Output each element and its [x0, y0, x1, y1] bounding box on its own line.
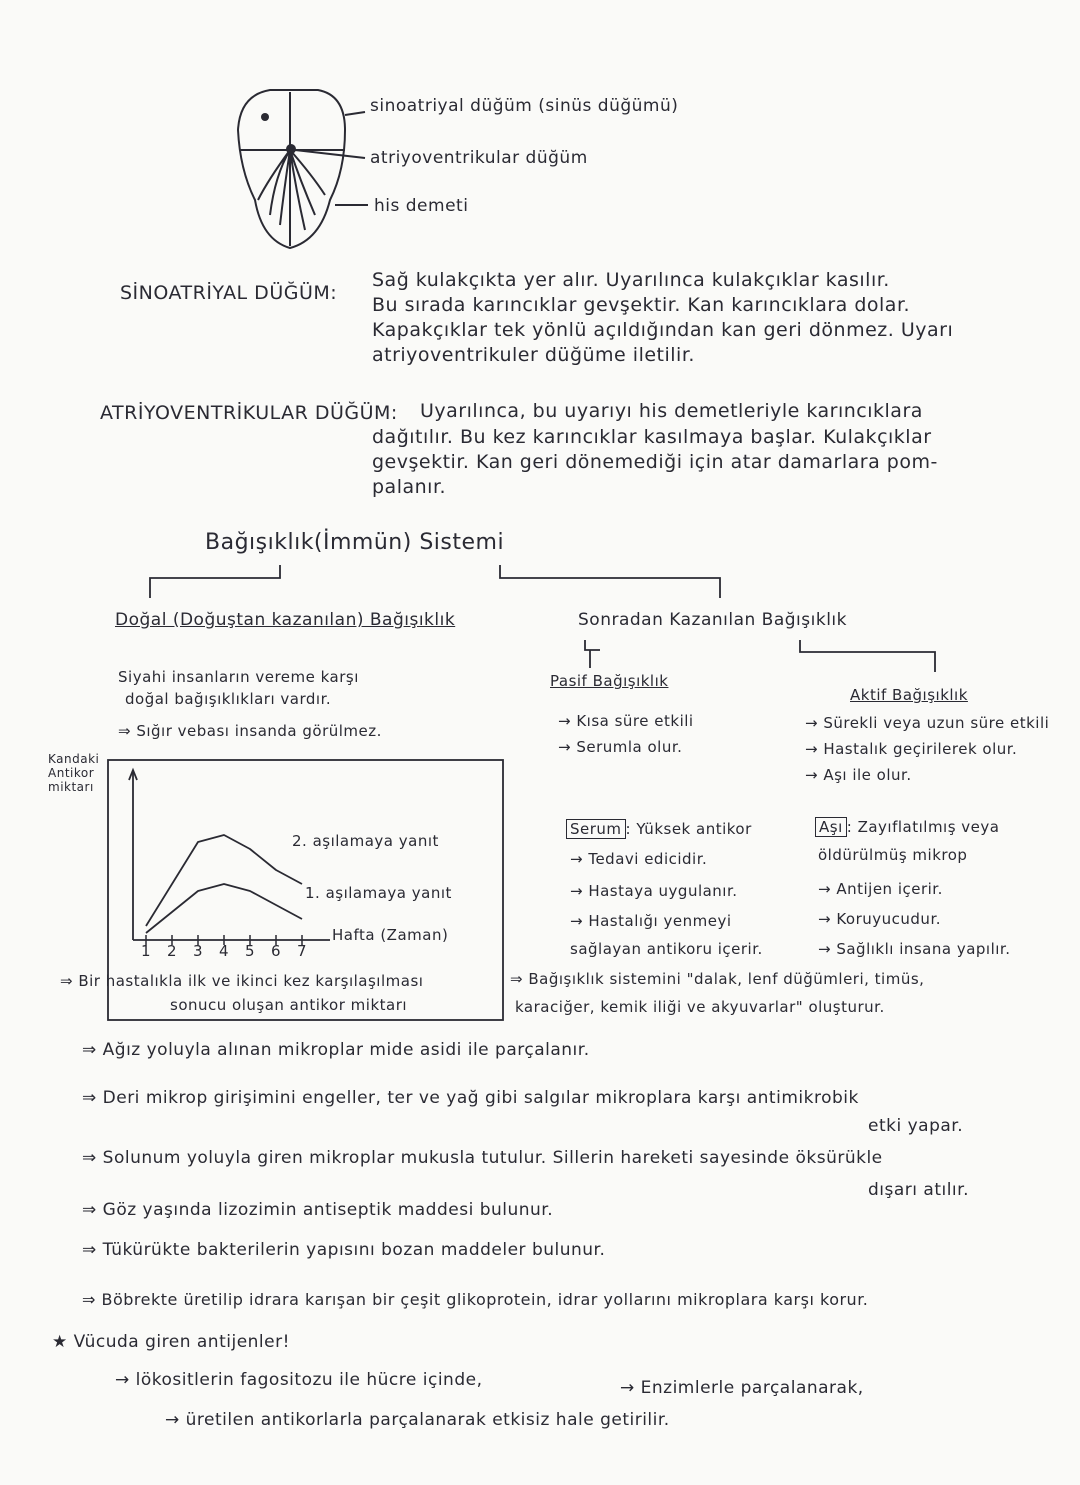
- passive-item: → Kısa süre etkili: [558, 712, 694, 730]
- active-item: → Sürekli veya uzun süre etkili: [805, 714, 1050, 732]
- ylabel-line: miktarı: [48, 780, 94, 794]
- graph-xlabel: Hafta (Zaman): [332, 926, 449, 944]
- x-tick-label: 2: [167, 942, 178, 960]
- passive-item: → Serumla olur.: [558, 738, 683, 756]
- fact-respiratory: ⇒ Solunum yoluyla giren mikroplar mukusla tutulur. Sillerin hareketi sayesinde öksürükle: [82, 1148, 883, 1168]
- x-tick-label: 6: [271, 942, 282, 960]
- curve1-label: 1. aşılamaya yanıt: [305, 884, 452, 902]
- x-tick-label: 7: [297, 942, 308, 960]
- asi-label: Aşı: [815, 817, 847, 837]
- asi-definition: : Zayıflatılmış veya: [846, 818, 1000, 836]
- curve2-label: 2. aşılamaya yanıt: [292, 832, 439, 850]
- fact-mouth: ⇒ Ağız yoluyla alınan mikroplar mide asidi ile parçalanır.: [82, 1040, 590, 1060]
- sa-section-body: [372, 268, 953, 368]
- fact-saliva: ⇒ Tükürükte bakterilerin yapısını bozan maddeler bulunur.: [82, 1240, 606, 1260]
- active-item: → Aşı ile olur.: [805, 766, 912, 784]
- sa-section-title: SİNOATRİYAL DÜĞÜM:: [120, 282, 338, 304]
- serum-definition: : Yüksek antikor: [625, 820, 752, 838]
- sa-line: Sağ kulakçıkta yer alır. Uyarılınca kulakçıklar kasılır.: [372, 269, 890, 291]
- x-tick-label: 1: [141, 942, 152, 960]
- antigen-item: → lökositlerin fagositozu ile hücre içinde,: [115, 1370, 483, 1390]
- fact-skin: ⇒ Deri mikrop girişimini engeller, ter ve yağ gibi salgılar mikroplara karşı antimikrobik: [82, 1088, 859, 1108]
- av-section-body: [372, 425, 938, 500]
- sa-line: Kapakçıklar tek yönlü açıldığından kan geri dönmez. Uyarı: [372, 319, 954, 341]
- natural-immunity-title: Doğal (Doğuştan kazanılan) Bağışıklık: [115, 610, 456, 630]
- fact-tear: ⇒ Göz yaşında lizozimin antiseptik maddesi bulunur.: [82, 1200, 554, 1220]
- his-bundle-label: his demeti: [374, 196, 469, 216]
- acquired-immunity-title: Sonradan Kazanılan Bağışıklık: [578, 610, 847, 630]
- natural-note: doğal bağışıklıkları vardır.: [125, 690, 332, 708]
- av-section-line: Uyarılınca, bu uyarıyı his demetleriyle karıncıklara: [420, 400, 923, 422]
- natural-note: ⇒ Sığır vebası insanda görülmez.: [118, 722, 382, 740]
- antigen-title: ★ Vücuda giren antijenler!: [52, 1332, 290, 1352]
- graph-caption: ⇒ Bir hastalıkla ilk ve ikinci kez karşılaşılması: [60, 972, 424, 990]
- asi-item: → Antijen içerir.: [818, 880, 943, 898]
- asi-item: → Koruyucudur.: [818, 910, 942, 928]
- immune-system-organs: ⇒ Bağışıklık sistemini "dalak, lenf düğümleri, timüs,: [510, 970, 925, 988]
- fact-skin: etki yapar.: [868, 1116, 964, 1136]
- antibody-curve-second: [146, 835, 302, 926]
- serum-heading: [566, 820, 752, 838]
- ylabel-line: Kandaki: [48, 752, 100, 766]
- asi-item: → Sağlıklı insana yapılır.: [818, 940, 1011, 958]
- sa-line: atriyoventrikuler düğüme iletilir.: [372, 344, 695, 366]
- ylabel-line: Antikor: [48, 766, 95, 780]
- av-line: gevşektir. Kan geri dönemediği için atar damarlara pom-: [372, 451, 938, 473]
- active-item: → Hastalık geçirilerek olur.: [805, 740, 1018, 758]
- av-node-label: atriyoventrikular düğüm: [370, 148, 588, 168]
- x-tick-label: 4: [219, 942, 230, 960]
- serum-item: → Hastalığı yenmeyi: [570, 912, 732, 930]
- graph-caption: sonucu oluşan antikor miktarı: [170, 996, 408, 1014]
- fact-respiratory: dışarı atılır.: [868, 1180, 969, 1200]
- sa-line: Bu sırada karıncıklar gevşektir. Kan karıncıklara dolar.: [372, 294, 911, 316]
- natural-note: Siyahi insanların vereme karşı: [118, 668, 359, 686]
- passive-immunity-title: Pasif Bağışıklık: [550, 672, 669, 690]
- av-line: palanır.: [372, 476, 447, 498]
- immune-system-organs: karaciğer, kemik iliği ve akyuvarlar" oluşturur.: [515, 998, 885, 1016]
- x-tick-label: 5: [245, 942, 256, 960]
- serum-label: Serum: [566, 819, 626, 839]
- immune-title: Bağışıklık(İmmün) Sistemi: [205, 530, 505, 555]
- antigen-item: → Enzimlerle parçalanarak,: [620, 1378, 864, 1398]
- x-tick-label: 3: [193, 942, 204, 960]
- serum-item: → Hastaya uygulanır.: [570, 882, 738, 900]
- fact-kidney: ⇒ Böbrekte üretilip idrara karışan bir çeşit glikoprotein, idrar yollarını mikroplara karşı korur.: [82, 1290, 869, 1309]
- antibody-curve-first: [146, 884, 302, 933]
- asi-item: öldürülmüş mikrop: [818, 846, 968, 864]
- active-immunity-title: Aktif Bağışıklık: [850, 686, 968, 704]
- sa-node-label: sinoatriyal düğüm (sinüs düğümü): [370, 96, 679, 116]
- av-line: dağıtılır. Bu kez karıncıklar kasılmaya başlar. Kulakçıklar: [372, 426, 932, 448]
- serum-item: sağlayan antikoru içerir.: [570, 940, 763, 958]
- av-section-title: ATRİYOVENTRİKULAR DÜĞÜM:: [100, 402, 398, 424]
- graph-ylabel: [48, 752, 99, 794]
- asi-heading: [815, 818, 999, 836]
- antigen-item: → üretilen antikorlarla parçalanarak etkisiz hale getirilir.: [165, 1410, 670, 1430]
- serum-item: → Tedavi edicidir.: [570, 850, 708, 868]
